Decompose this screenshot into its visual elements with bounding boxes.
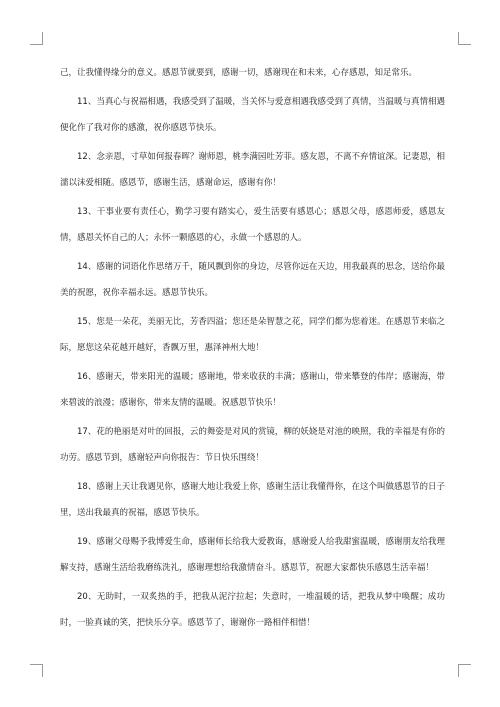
paragraph-15: 15、您是一朵花，美丽无比，芳香四溢；您还是朵智慧之花，同学们都为您着迷。在感恩节来临之际，愿您这朵花越开越好，香飘万里，惠泽神州大地！ [60,317,445,353]
crop-mark-top-left [30,32,43,45]
document-body [60,60,445,650]
paragraph-12: 12、念亲恩，寸草如何报春晖？谢师恩，桃李满园吐芳菲。感友恩，不离不弃情谊深。记妻恩，相濡以沫爱相随。感恩节，感谢生活，感谢命运，感谢有你！ [60,152,445,188]
crop-mark-top-right [458,32,471,45]
paragraph-17: 17、花的艳丽是对叶的回报，云的舞姿是对风的赏镜，柳的妖娆是对池的映照，我的幸福是有你的功劳。感恩节到，感谢轻声向你报告：节日快乐围绕！ [60,427,445,463]
crop-mark-bottom-left [30,664,43,677]
paragraph-continuation: 己，让我懂得缘分的意义。感恩节就要到，感谢一切，感谢现在和未来，心存感恩，知足常乐。 [60,68,418,78]
crop-mark-bottom-right [458,664,471,677]
paragraph-20: 20、无助时，一双炙热的手，把我从泥泞拉起；失意时，一堆温暖的话，把我从梦中唤醒；成功时，一脸真诚的笑，把快乐分享。感恩节了，谢谢你一路相伴相惜！ [60,592,445,628]
paragraph-14: 14、感谢的词语化作思绪万千，随风飘到你的身边，尽管你远在天边，用我最真的思念，送给你最美的祝愿，祝你幸福永远。感恩节快乐。 [60,262,445,298]
paragraph-16: 16、感谢天，带来阳光的温暖；感谢地，带来收获的丰满；感谢山，带来攀登的伟岸；感谢海，带来碧波的浪漫；感谢你，带来友情的温暖。祝感恩节快乐！ [60,372,445,408]
paragraph-11: 11、当真心与祝福相遇，我感受到了温暖，当关怀与爱意相遇我感受到了真情，当温暖与真情相遇便化作了我对你的感激，祝你感恩节快乐。 [60,97,445,133]
paragraph-19: 19、感谢父母赐予我博爱生命，感谢师长给我大爱教诲，感谢爱人给我甜蜜温暖，感谢朋友给我理解支持，感谢生活给我磨练洗礼，感谢理想给我激情奋斗。感恩节，祝愿大家都快乐感恩生活幸福！ [60,537,445,573]
paragraph-18: 18、感谢上天让我遇见你，感谢大地让我爱上你，感谢生活让我懂得你，在这个叫做感恩节的日子里，送出我最真的祝福，感恩节快乐。 [60,482,445,518]
paragraph-13: 13、干事业要有责任心，勤学习要有踏实心，爱生活要有感恩心；感恩父母，感恩师爱，感恩友情，感恩关怀自己的人；永怀一颗感恩的心，永做一个感恩的人。 [60,207,445,243]
